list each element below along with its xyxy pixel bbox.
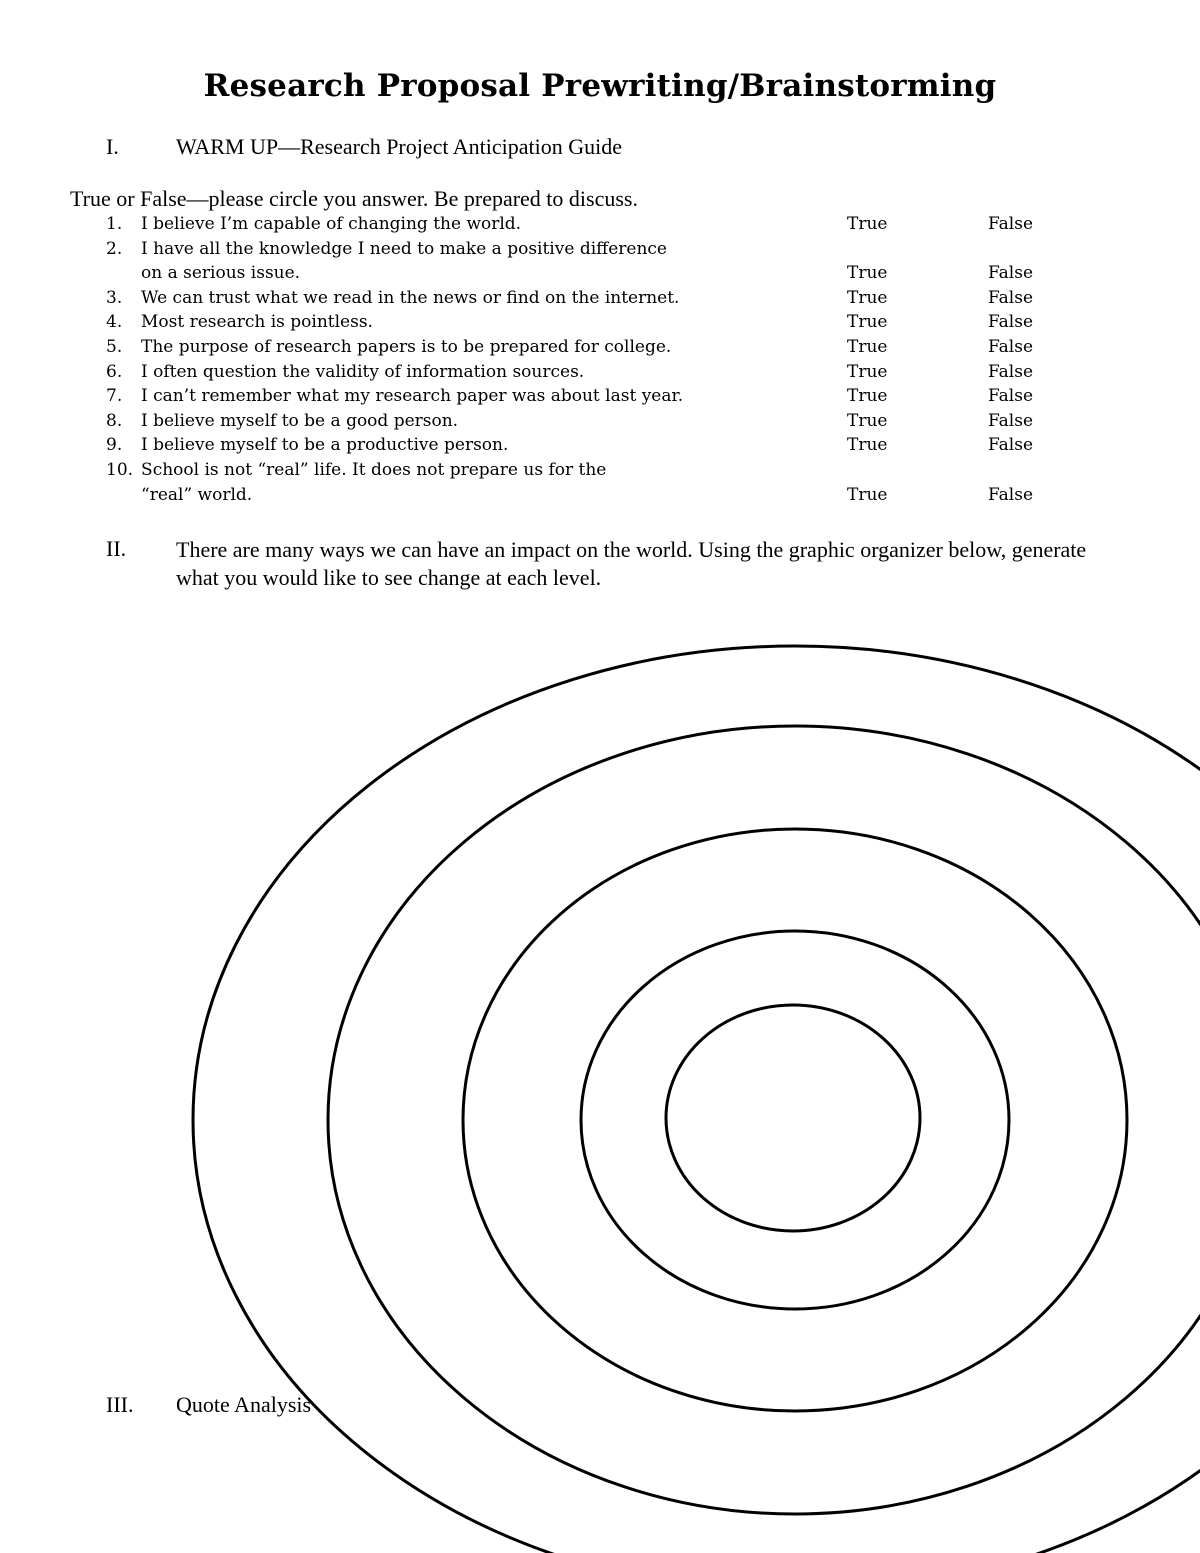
item-statement-line: School is not “real” life. It does not prepare us for the <box>141 459 607 480</box>
false-option[interactable]: False <box>988 484 1033 505</box>
item-statement-line: Most research is pointless. <box>141 312 373 333</box>
item-statement-line: I believe myself to be a productive person. <box>141 435 509 456</box>
false-option[interactable]: False <box>988 435 1033 456</box>
true-option[interactable]: True <box>847 312 888 333</box>
true-false-instruction: True or False—please circle you answer. Be prepared to discuss. <box>70 186 638 211</box>
false-option[interactable]: False <box>988 263 1033 284</box>
item-statement-line: I believe myself to be a good person. <box>141 410 459 431</box>
item-number: 5. <box>106 336 123 357</box>
true-option[interactable]: True <box>847 410 888 431</box>
section-3-heading: Quote Analysis <box>176 1392 312 1417</box>
false-option[interactable]: False <box>988 336 1033 357</box>
section-1-numeral: I. <box>106 134 119 159</box>
page-title: Research Proposal Prewriting/Brainstorming <box>203 68 997 104</box>
item-number: 2. <box>106 238 123 259</box>
true-option[interactable]: True <box>847 435 888 456</box>
true-option[interactable]: True <box>847 214 888 234</box>
item-number: 3. <box>106 287 123 308</box>
item-number: 7. <box>106 386 123 407</box>
false-option[interactable]: False <box>988 386 1033 407</box>
false-option[interactable]: False <box>988 361 1033 382</box>
false-option[interactable]: False <box>988 312 1033 333</box>
item-statement-line: I often question the validity of information sources. <box>141 361 585 382</box>
true-option[interactable]: True <box>847 484 888 505</box>
item-number: 9. <box>106 435 123 456</box>
true-option[interactable]: True <box>847 336 888 357</box>
organizer-ring-4 <box>581 931 1009 1309</box>
false-option[interactable]: False <box>988 410 1033 431</box>
item-statement-line: We can trust what we read in the news or find on the internet. <box>141 287 680 308</box>
false-option[interactable]: False <box>988 214 1033 234</box>
organizer-ring-outer <box>193 646 1200 1553</box>
true-option[interactable]: True <box>847 263 888 284</box>
section-3-numeral: III. <box>106 1392 134 1417</box>
organizer-ring-3 <box>463 829 1127 1411</box>
organizer-ring-inner <box>666 1005 920 1231</box>
item-number: 1. <box>106 214 123 234</box>
organizer-ring-2 <box>328 726 1200 1514</box>
item-statement-line: I can’t remember what my research paper was about last year. <box>141 386 684 407</box>
item-statement-line: The purpose of research papers is to be prepared for college. <box>141 336 672 357</box>
section-1-heading: WARM UP—Research Project Anticipation Guide <box>176 134 623 159</box>
item-statement-line: “real” world. <box>141 484 253 505</box>
true-option[interactable]: True <box>847 287 888 308</box>
section-2-numeral: II. <box>106 536 127 561</box>
false-option[interactable]: False <box>988 287 1033 308</box>
true-option[interactable]: True <box>847 361 888 382</box>
section-2-instructions: There are many ways we can have an impact on the world. Using the graphic organizer below, generate what you would like to see change at each level. <box>176 537 1087 590</box>
item-number: 8. <box>106 410 123 431</box>
true-option[interactable]: True <box>847 386 888 407</box>
item-statement-line: I believe I’m capable of changing the world. <box>141 214 522 234</box>
item-statement-line: on a serious issue. <box>141 263 301 284</box>
item-statement-line: I have all the knowledge I need to make a positive difference <box>141 238 667 259</box>
item-number: 6. <box>106 361 123 382</box>
item-number: 10. <box>106 459 134 480</box>
item-number: 4. <box>106 312 123 333</box>
